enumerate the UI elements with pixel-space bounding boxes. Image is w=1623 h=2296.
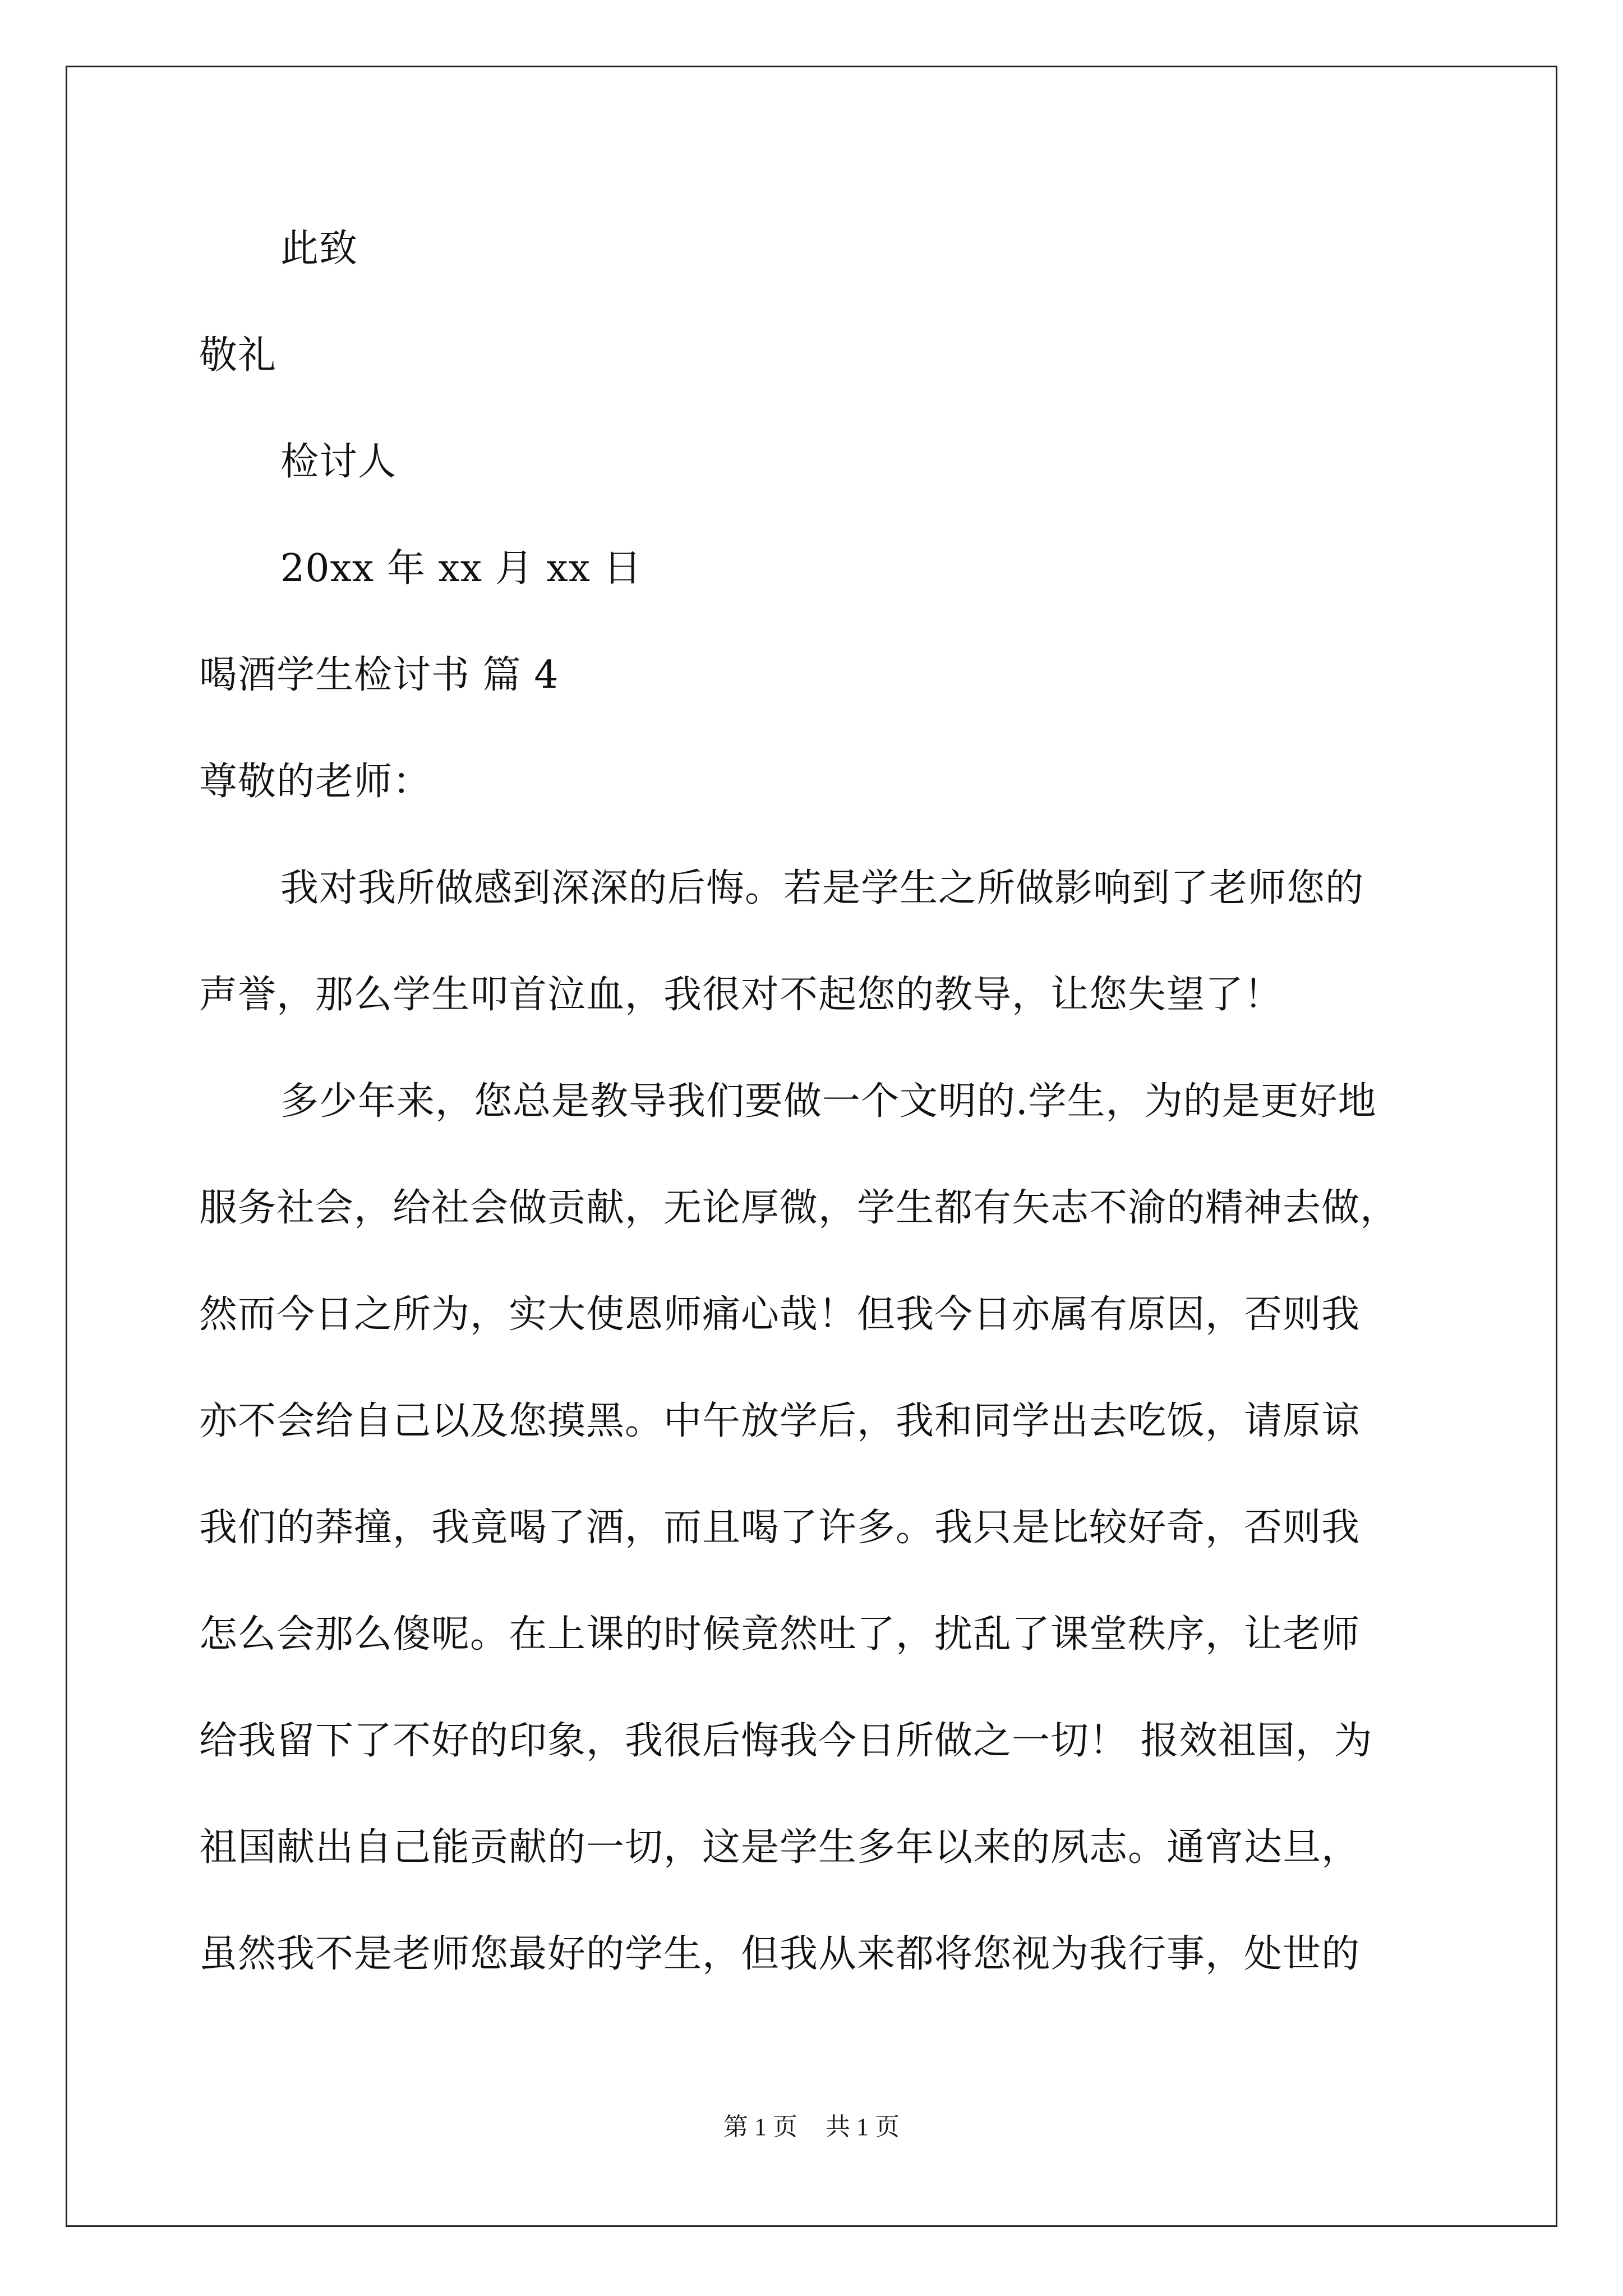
page-footer (0, 2115, 1623, 2139)
date-line: 20xx 年 xx 月 xx 日 (280, 546, 642, 591)
greeting: 尊敬的老师： (199, 760, 432, 804)
page-total: 共 1 页 (826, 2113, 900, 2141)
page-number: 第 1 页 (723, 2113, 797, 2141)
closing-regards: 敬礼 (199, 333, 277, 378)
paragraph-line: 亦不会给自己以及您摸黑。中午放学后，我和同学出去吃饭，请原谅 (199, 1399, 1361, 1443)
paragraph-line: 怎么会那么傻呢。在上课的时候竟然吐了，扰乱了课堂秩序，让老师 (199, 1612, 1361, 1657)
paragraph-line: 我对我所做感到深深的后悔。若是学生之所做影响到了老师您的 (280, 866, 1364, 910)
paragraph-line: 祖国献出自己能贡献的一切，这是学生多年以来的夙志。通宵达旦， (199, 1825, 1361, 1870)
signature-label: 检讨人 (280, 440, 397, 484)
paragraph-line: 虽然我不是老师您最好的学生，但我从来都将您视为我行事，处世的 (199, 1932, 1361, 1976)
paragraph-line: 我们的莽撞，我竟喝了酒，而且喝了许多。我只是比较好奇，否则我 (199, 1506, 1361, 1550)
paragraph-line: 给我留下了不好的印象，我很后悔我今日所做之一切！ 报效祖国，为 (199, 1719, 1373, 1763)
paragraph-line: 声誉，那么学生叩首泣血，我很对不起您的教导，让您失望了！ (199, 973, 1283, 1017)
page-border (66, 66, 1557, 2227)
paragraph-line: 服务社会，给社会做贡献，无论厚微，学生都有矢志不渝的精神去做， (199, 1186, 1399, 1230)
closing-salutation: 此致 (280, 227, 358, 271)
paragraph-line: 多少年来，您总是教导我们要做一个文明的.学生，为的是更好地 (280, 1079, 1377, 1124)
section-title: 喝酒学生检讨书 篇 4 (199, 653, 559, 697)
paragraph-line: 然而今日之所为，实大使恩师痛心哉！但我今日亦属有原因，否则我 (199, 1292, 1361, 1337)
